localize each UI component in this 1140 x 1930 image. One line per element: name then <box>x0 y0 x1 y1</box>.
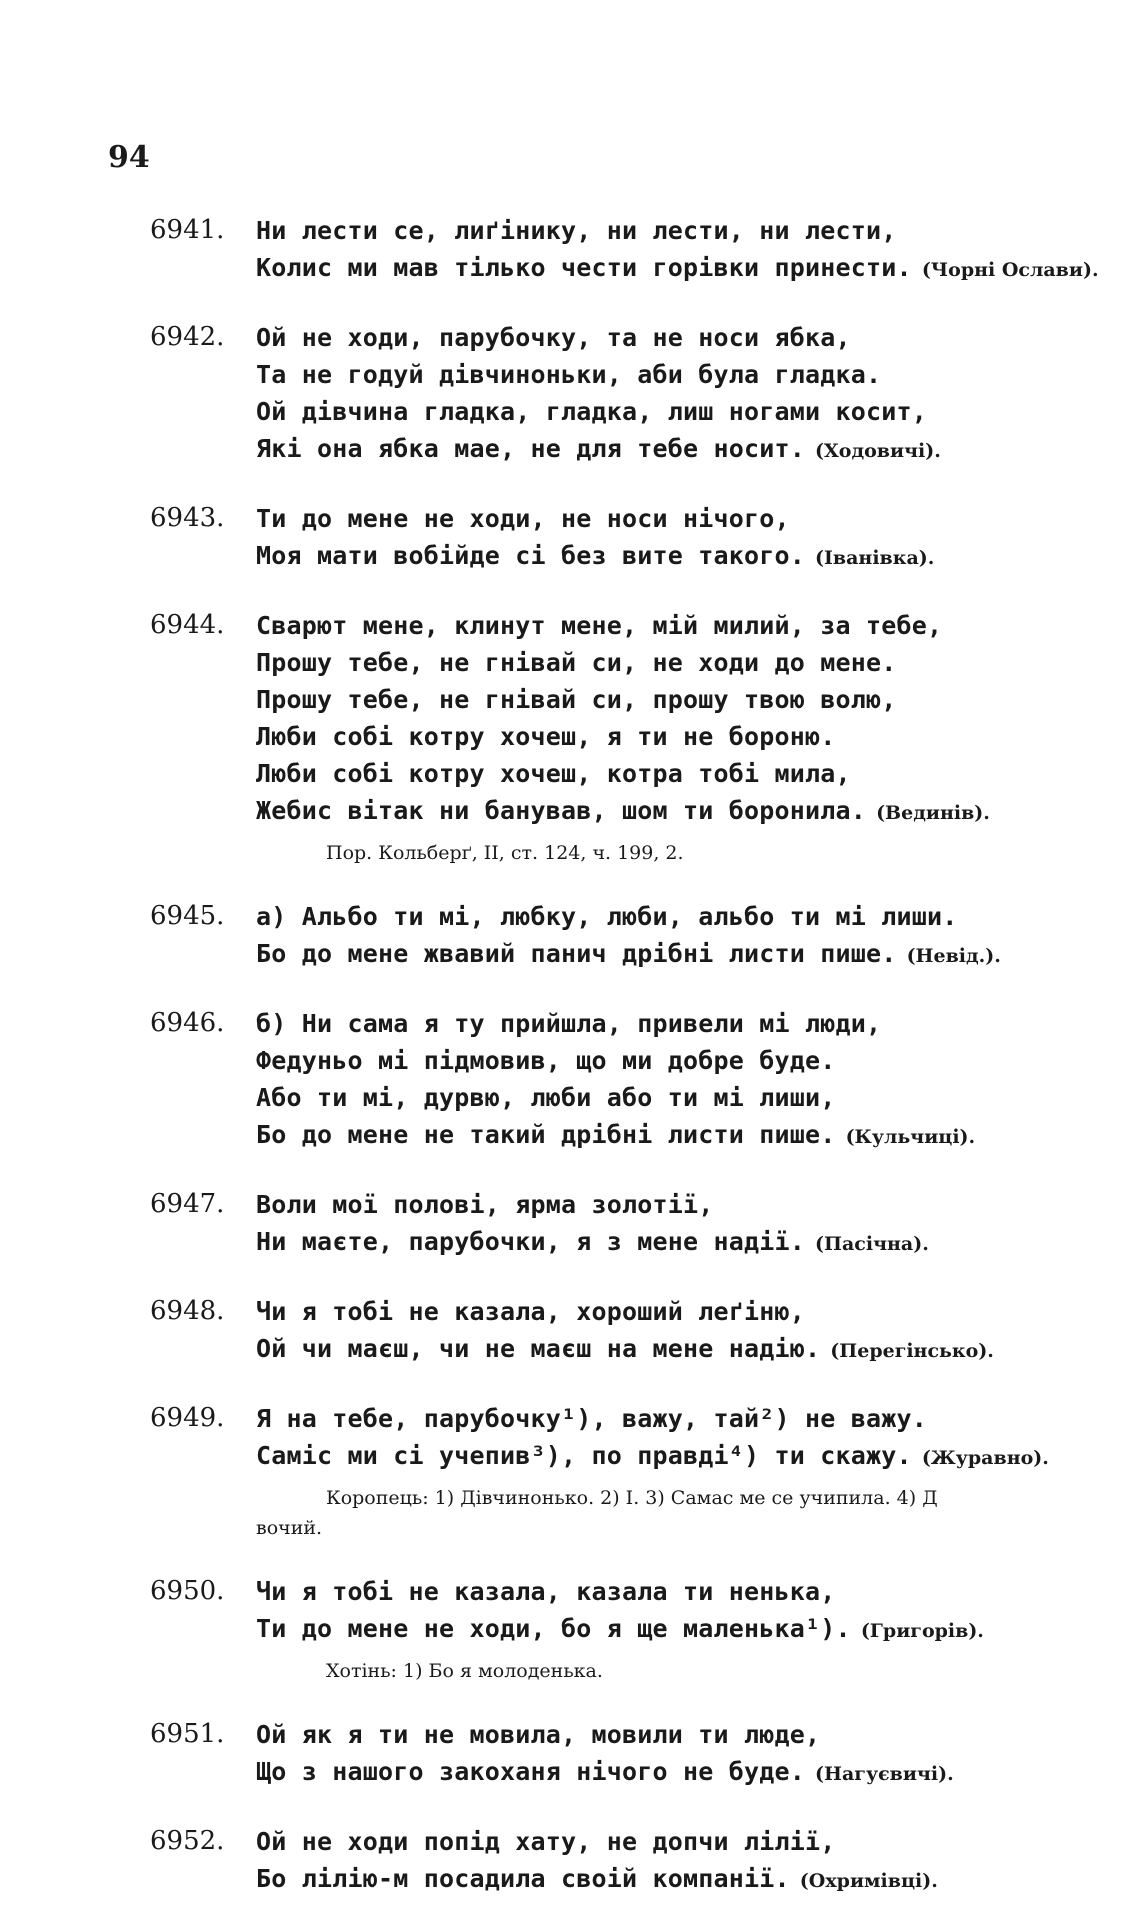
page-number: 94 <box>108 140 150 175</box>
entry-body <box>256 500 1080 577</box>
entry-number: 6942. <box>150 322 225 352</box>
verse-text: Колис ми мав тілько чести горівки принести. <box>256 253 912 282</box>
entry-6944 <box>150 607 1080 868</box>
verse-line: Федуньо мі підмовив, що ми добре буде. <box>256 1046 836 1075</box>
verse-line: Ой дівчина гладка, гладка, лиш ногами косит, <box>256 397 928 426</box>
verse-text: Бо до мене не такий дрібні листи пише. <box>256 1120 836 1149</box>
variant-note: Хотінь: 1) Бо я молоденька. <box>326 1660 603 1682</box>
verse-line: Чи я тобі не казала, казала ти ненька, <box>256 1577 836 1606</box>
verse-line-last <box>256 792 1080 832</box>
source-village: (Іванівка). <box>815 547 935 569</box>
verse-line: Я на тебе, парубочку¹), важу, тай²) не важу. <box>256 1404 928 1433</box>
entry-body <box>256 1005 1080 1156</box>
reference-note: Пор. Кольберґ, II, ст. 124, ч. 199, 2. <box>326 842 684 864</box>
entry-6946 <box>150 1005 1080 1156</box>
entry-number: 6952. <box>150 1826 225 1856</box>
entry-number: 6946. <box>150 1008 225 1038</box>
variant-note <box>256 1483 1080 1543</box>
verse-line: Ти до мене не ходи, не носи нічого, <box>256 504 790 533</box>
source-village: (Нагуєвичі). <box>815 1763 954 1785</box>
entry-number: 6944. <box>150 610 225 640</box>
entry-body <box>256 212 1099 289</box>
entry-6941 <box>150 212 1099 289</box>
entry-body <box>256 1716 1080 1793</box>
verse-line: Чи я тобі не казала, хороший леґіню, <box>256 1297 806 1326</box>
verse-line-last <box>256 249 1099 289</box>
entry-6945 <box>150 898 1080 975</box>
entry-body <box>256 1293 1080 1370</box>
entry-body <box>256 1823 1080 1900</box>
verse-line-last <box>256 935 1080 975</box>
verse-text: Ой чи маєш, чи не маєш на мене надію. <box>256 1334 821 1363</box>
verse-line-last <box>256 1223 1080 1263</box>
verse-line-last <box>256 430 1080 470</box>
verse-line: Прошу тебе, не гнівай си, не ходи до мене. <box>256 648 897 677</box>
entry-6948 <box>150 1293 1080 1370</box>
verse-text: Жебис вітак ни банував, шом ти боронила. <box>256 796 867 825</box>
verse-line-last <box>256 537 1080 577</box>
entry-body <box>256 607 1080 868</box>
verse-text: Саміс ми сі учепив³), по правді⁴) ти скажу. <box>256 1441 912 1470</box>
verse-line: Сварют мене, клинут мене, мій милий, за тебе, <box>256 611 943 640</box>
source-village: (Ходовичі). <box>815 440 941 462</box>
verse-line-last <box>256 1610 1080 1650</box>
source-village: (Невід.). <box>906 945 1001 967</box>
entry-number: 6945. <box>150 901 225 931</box>
entry-body <box>256 1186 1080 1263</box>
source-village: (Пасічна). <box>815 1233 929 1255</box>
verse-text: Що з нашого закоханя нічого не буде. <box>256 1757 806 1786</box>
verse-line: Воли мої полові, ярма золотії, <box>256 1190 714 1219</box>
entry-number: 6949. <box>150 1403 225 1433</box>
verse-line-last <box>256 1860 1080 1900</box>
entry-6952 <box>150 1823 1080 1900</box>
verse-text: Бо до мене жвавий панич дрібні листи пише. <box>256 939 897 968</box>
verse-line: Або ти мі, дурвю, люби або ти мі лиши, <box>256 1083 836 1112</box>
verse-line: Ой як я ти не мовила, мовили ти люде, <box>256 1720 821 1749</box>
verse-line-last <box>256 1437 1080 1477</box>
verse-line: а) Альбо ти мі, любку, люби, альбо ти мі лиши. <box>256 902 958 931</box>
verse-line: Люби собі котру хочеш, котра тобі мила, <box>256 759 851 788</box>
entry-6949 <box>150 1400 1080 1543</box>
entry-body <box>256 319 1080 470</box>
verse-line: Прошу тебе, не гнівай си, прошу твою волю, <box>256 685 897 714</box>
entry-6951 <box>150 1716 1080 1793</box>
verse-line-last <box>256 1753 1080 1793</box>
source-village: (Вединів). <box>876 802 990 824</box>
verse-line: б) Ни сама я ту прийшла, привели мі люди, <box>256 1009 882 1038</box>
source-village: (Чорні Ослави). <box>921 259 1099 281</box>
verse-text: Ни маєте, парубочки, я з мене надії. <box>256 1227 806 1256</box>
entry-number: 6950. <box>150 1576 225 1606</box>
verse-line: Ой не ходи, парубочку, та не носи ябка, <box>256 323 851 352</box>
verse-text: Ти до мене не ходи, бо я ще маленька¹). <box>256 1614 851 1643</box>
verse-line: Ой не ходи попід хату, не допчи лілії, <box>256 1827 836 1856</box>
entry-6947 <box>150 1186 1080 1263</box>
entry-number: 6941. <box>150 215 225 245</box>
source-village: (Перегінсько). <box>830 1340 994 1362</box>
entry-body <box>256 1573 1080 1686</box>
entry-number: 6943. <box>150 503 225 533</box>
entry-6950 <box>150 1573 1080 1686</box>
entry-6943 <box>150 500 1080 577</box>
variant-note-line: вочий. <box>256 1517 323 1539</box>
variant-note-line: Коропець: 1) Дівчинонько. 2) І. 3) Самас ме се учипила. 4) Д <box>326 1487 938 1509</box>
source-village: (Григорів). <box>860 1620 984 1642</box>
verse-text: Які она ябка мае, не для тебе носит. <box>256 434 806 463</box>
verse-line: Та не годуй дівчиноньки, аби була гладка. <box>256 360 882 389</box>
entry-number: 6951. <box>150 1719 225 1749</box>
verse-line-last <box>256 1116 1080 1156</box>
entry-number: 6947. <box>150 1189 225 1219</box>
entry-body <box>256 1400 1080 1543</box>
song-entries <box>150 212 1099 1930</box>
verse-line: Ни лести се, лиґінику, ни лести, ни лести, <box>256 216 897 245</box>
entry-body <box>256 898 1080 975</box>
verse-line: Люби собі котру хочеш, я ти не бороню. <box>256 722 836 751</box>
verse-text: Моя мати вобійде сі без вите такого. <box>256 541 806 570</box>
source-village: (Кульчиці). <box>845 1126 976 1148</box>
source-village: (Охримівці). <box>799 1870 938 1892</box>
source-village: (Журавно). <box>921 1447 1049 1469</box>
entry-number: 6948. <box>150 1296 225 1326</box>
verse-line-last <box>256 1330 1080 1370</box>
entry-6942 <box>150 319 1080 470</box>
verse-text: Бо лілію-м посадила своій компанії. <box>256 1864 790 1893</box>
